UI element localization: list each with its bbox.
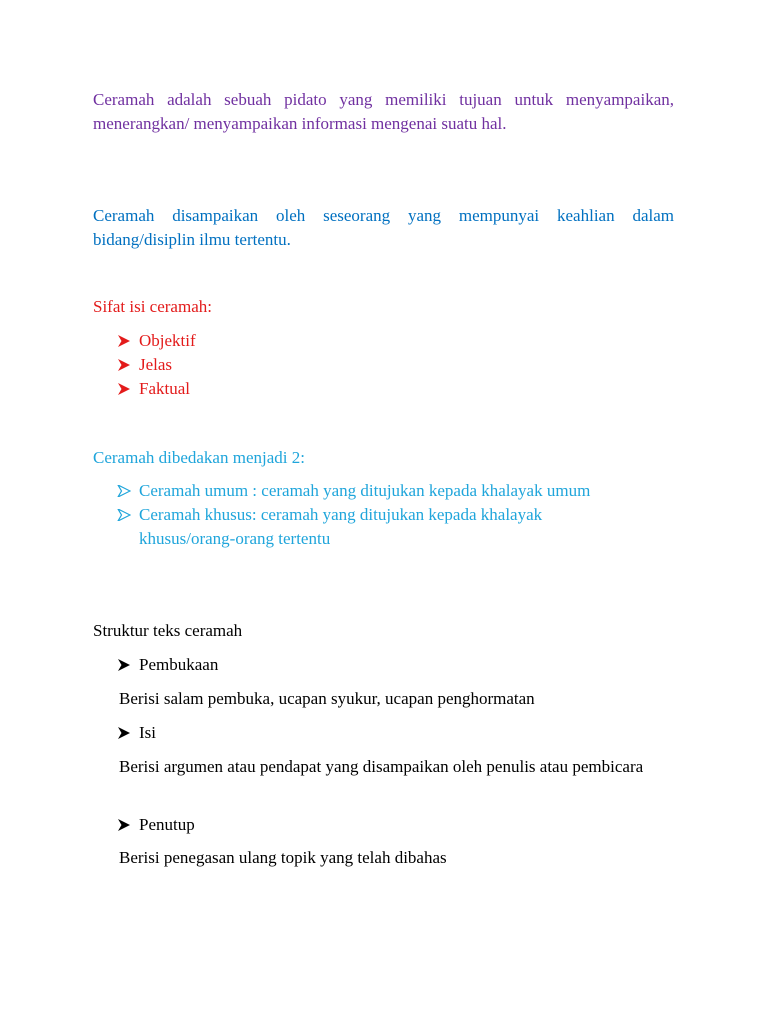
structure-section-pembukaan bbox=[117, 653, 218, 677]
property-label: Faktual bbox=[139, 379, 190, 398]
properties-heading: Sifat isi ceramah: bbox=[93, 297, 212, 316]
section-description: Berisi penegasan ulang topik yang telah dibahas bbox=[119, 848, 447, 867]
list-item bbox=[117, 503, 637, 551]
arrowhead-bullet-icon bbox=[117, 479, 137, 503]
delivery-paragraph: Ceramah disampaikan oleh seseorang yang mempunyai keahlian dalam bidang/disiplin ilmu tertentu. bbox=[93, 206, 674, 249]
list-item bbox=[117, 353, 196, 377]
section-description: Berisi salam pembuka, ucapan syukur, ucapan penghormatan bbox=[119, 689, 535, 708]
structure-section-isi bbox=[117, 721, 156, 745]
arrowhead-bullet-icon bbox=[117, 653, 137, 677]
arrowhead-bullet-icon bbox=[117, 377, 137, 401]
section-title: Isi bbox=[139, 723, 156, 742]
list-item bbox=[117, 813, 195, 837]
type-label: Ceramah khusus: ceramah yang ditujukan kepada khalayak khusus/orang-orang tertentu bbox=[139, 505, 543, 548]
list-item bbox=[117, 377, 196, 401]
types-list bbox=[117, 479, 637, 551]
section-title: Penutup bbox=[139, 815, 195, 834]
type-label: Ceramah umum : ceramah yang ditujukan kepada khalayak umum bbox=[139, 481, 591, 500]
definition-paragraph: Ceramah adalah sebuah pidato yang memiliki tujuan untuk menyampaikan, menerangkan/ menyampaikan informasi mengenai suatu hal. bbox=[93, 90, 674, 133]
list-item bbox=[117, 329, 196, 353]
arrowhead-bullet-icon bbox=[117, 503, 137, 527]
arrowhead-bullet-icon bbox=[117, 813, 137, 837]
property-label: Objektif bbox=[139, 331, 196, 350]
section-description: Berisi argumen atau pendapat yang disampaikan oleh penulis atau pembicara bbox=[119, 757, 644, 776]
list-item bbox=[117, 479, 637, 503]
arrowhead-bullet-icon bbox=[117, 721, 137, 745]
types-heading: Ceramah dibedakan menjadi 2: bbox=[93, 448, 305, 467]
structure-heading: Struktur teks ceramah bbox=[93, 621, 243, 640]
section-title: Pembukaan bbox=[139, 655, 219, 674]
structure-section-penutup bbox=[117, 813, 195, 837]
property-label: Jelas bbox=[139, 355, 173, 374]
list-item bbox=[117, 653, 218, 677]
properties-list bbox=[117, 329, 196, 401]
arrowhead-bullet-icon bbox=[117, 329, 137, 353]
list-item bbox=[117, 721, 156, 745]
arrowhead-bullet-icon bbox=[117, 353, 137, 377]
